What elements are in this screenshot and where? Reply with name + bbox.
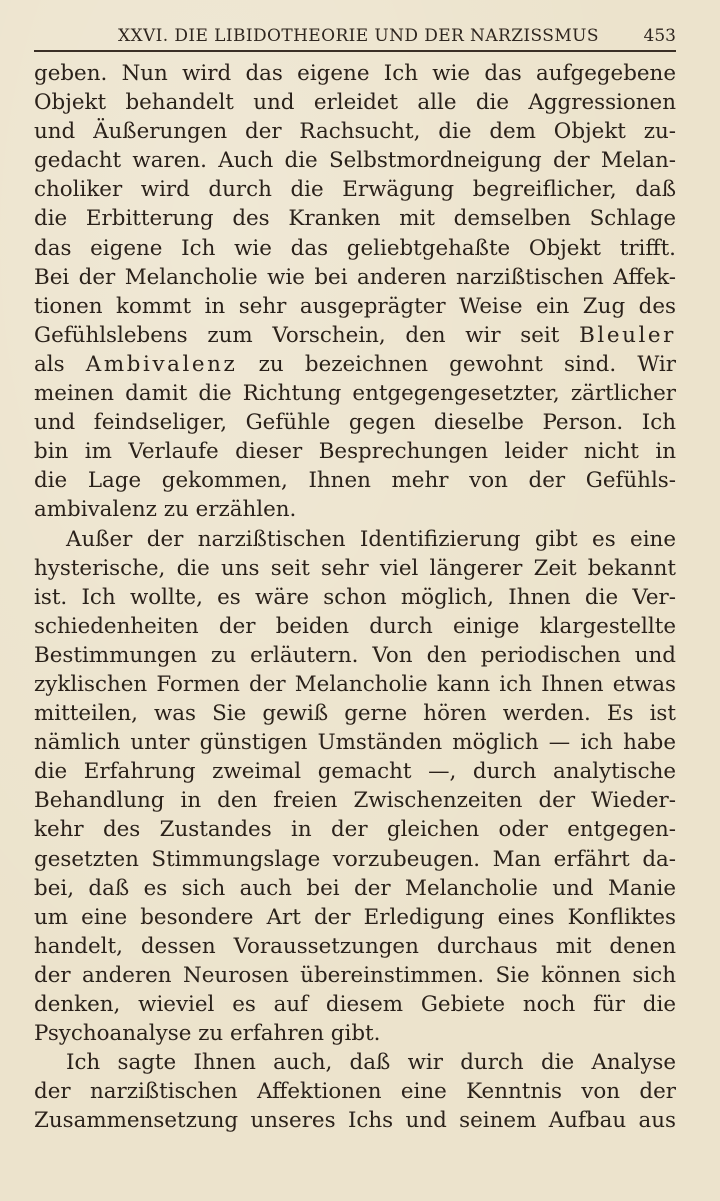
text-line: Behandlung in den freien Zwischenzeiten der Wieder- xyxy=(34,788,676,814)
text-line: der anderen Neurosen übereinstimmen. Sie können sich xyxy=(34,962,676,988)
line-text: zu bezeichnen gewohnt sind. Wir xyxy=(258,351,676,377)
text-line: zyklischen Formen der Melancholie kann ich Ihnen etwas xyxy=(34,671,676,697)
line-text: als xyxy=(34,351,65,377)
text-line: choliker wird durch die Erwägung begreiflicher, daß xyxy=(34,177,676,203)
text-line: ist. Ich wollte, es wäre schon möglich, Ihnen die Ver- xyxy=(34,584,676,610)
text-line: das eigene Ich wie das geliebtgehaßte Objekt trifft. xyxy=(34,235,676,261)
text-line: nämlich unter günstigen Umständen möglich — ich habe xyxy=(34,730,676,756)
text-line: die Erfahrung zweimal gemacht —, durch analytische xyxy=(34,759,676,785)
body-text xyxy=(34,59,676,1135)
text-line: gesetzten Stimmungslage vorzubeugen. Man erfährt da- xyxy=(34,846,676,872)
text-line: handelt, dessen Voraussetzungen durchaus mit denen xyxy=(34,933,676,959)
text-line: die Erbitterung des Kranken mit demselben Schlage xyxy=(34,206,676,232)
text-line: bin im Verlaufe dieser Besprechungen leider nicht in xyxy=(34,439,676,465)
text-line: und feindseliger, Gefühle gegen dieselbe Person. Ich xyxy=(34,410,676,436)
text-line: bei, daß es sich auch bei der Melancholie und Manie xyxy=(34,875,676,901)
text-line: die Lage gekommen, Ihnen mehr von der Gefühls- xyxy=(34,468,676,494)
text-line: geben. Nun wird das eigene Ich wie das aufgegebene xyxy=(34,61,676,86)
page-number: 453 xyxy=(643,26,676,46)
paragraph-1 xyxy=(34,59,676,525)
text-line: und Äußerungen der Rachsucht, die dem Objekt zu- xyxy=(34,119,676,145)
paragraph-3 xyxy=(34,1048,676,1135)
text-line: Zusammensetzung unseres Ichs und seinem Aufbau aus xyxy=(34,1108,676,1134)
text-line: Bestimmungen zu erläutern. Von den periodischen und xyxy=(34,642,676,668)
text-line: meinen damit die Richtung entgegengesetzter, zärtlicher xyxy=(34,381,676,407)
text-line: der narzißtischen Affektionen eine Kenntnis von der xyxy=(34,1079,676,1105)
text-line: mitteilen, was Sie gewiß gerne hören werden. Es ist xyxy=(34,701,676,727)
text-line: gedacht waren. Auch die Selbstmordneigung der Melan- xyxy=(34,148,676,174)
running-header xyxy=(34,0,676,52)
text-line xyxy=(34,350,676,379)
text-line: hysterische, die uns seit sehr viel längerer Zeit bekannt xyxy=(34,555,676,581)
text-line: schiedenheiten der beiden durch einige klargestellte xyxy=(34,613,676,639)
paragraph-2 xyxy=(34,525,676,1049)
text-line: ambivalenz zu erzählen. xyxy=(34,497,297,523)
text-line: Außer der narzißtischen Identifizierung gibt es eine xyxy=(66,526,676,552)
spaced-term-ambivalenz: Ambivalenz xyxy=(85,351,238,377)
text-line: denken, wieviel es auf diesem Gebiete noch für die xyxy=(34,992,676,1017)
running-title: XXVI. DIE LIBIDOTHEORIE UND DER NARZISSMUS xyxy=(118,26,599,46)
text-line xyxy=(34,321,676,350)
text-line: um eine besondere Art der Erledigung eines Konfliktes xyxy=(34,904,676,930)
line-text: Gefühlslebens zum Vorschein, den wir seit xyxy=(34,322,560,348)
text-line: Psychoanalyse zu erfahren gibt. xyxy=(34,1021,381,1047)
text-line: Objekt behandelt und erleidet alle die Aggressionen xyxy=(34,90,676,116)
text-line: tionen kommt in sehr ausgeprägter Weise ein Zug des xyxy=(34,293,676,319)
spaced-name-bleuler: Bleuler xyxy=(579,322,676,348)
text-line: kehr des Zustandes in der gleichen oder entgegen- xyxy=(34,817,676,843)
text-line: Bei der Melancholie wie bei anderen narzißtischen Affek- xyxy=(34,264,676,290)
text-line: Ich sagte Ihnen auch, daß wir durch die Analyse xyxy=(66,1050,676,1076)
